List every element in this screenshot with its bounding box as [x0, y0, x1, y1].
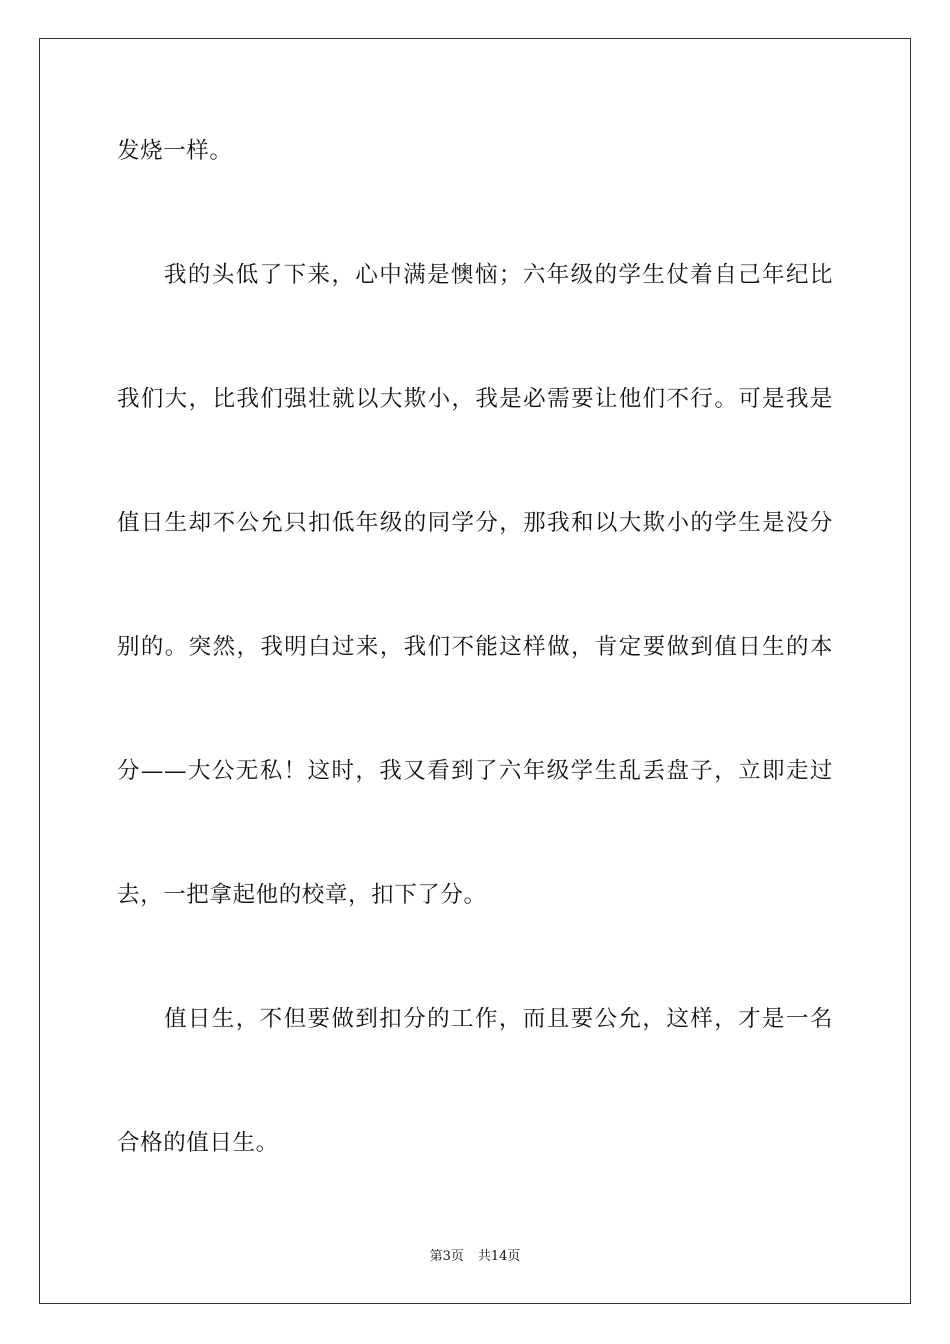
page-number-current: 第3页 — [429, 1249, 464, 1264]
text-line-1: 发烧一样。 — [117, 138, 233, 164]
text-line-8: 值日生，不但要做到扣分的工作，而且要公允，这样，才是一名 — [164, 1006, 833, 1032]
text-line-4: 值日生却不公允只扣低年级的同学分，那我和以大欺小的学生是没分 — [117, 510, 833, 536]
page-footer — [0, 1248, 950, 1266]
page-number-total: 共14页 — [477, 1249, 521, 1264]
text-line-3: 我们大，比我们强壮就以大欺小，我是必需要让他们不行。可是我是 — [117, 386, 833, 412]
text-line-9: 合格的值日生。 — [117, 1130, 279, 1156]
page-border — [39, 38, 911, 1304]
text-line-7: 去，一把拿起他的校章，扣下了分。 — [117, 882, 487, 908]
text-line-5: 别的。突然，我明白过来，我们不能这样做，肯定要做到值日生的本 — [117, 634, 833, 660]
text-line-2: 我的头低了下来，心中满是懊恼；六年级的学生仗着自己年纪比 — [164, 262, 833, 288]
text-line-6: 分——大公无私！这时，我又看到了六年级学生乱丢盘子，立即走过 — [117, 758, 833, 784]
